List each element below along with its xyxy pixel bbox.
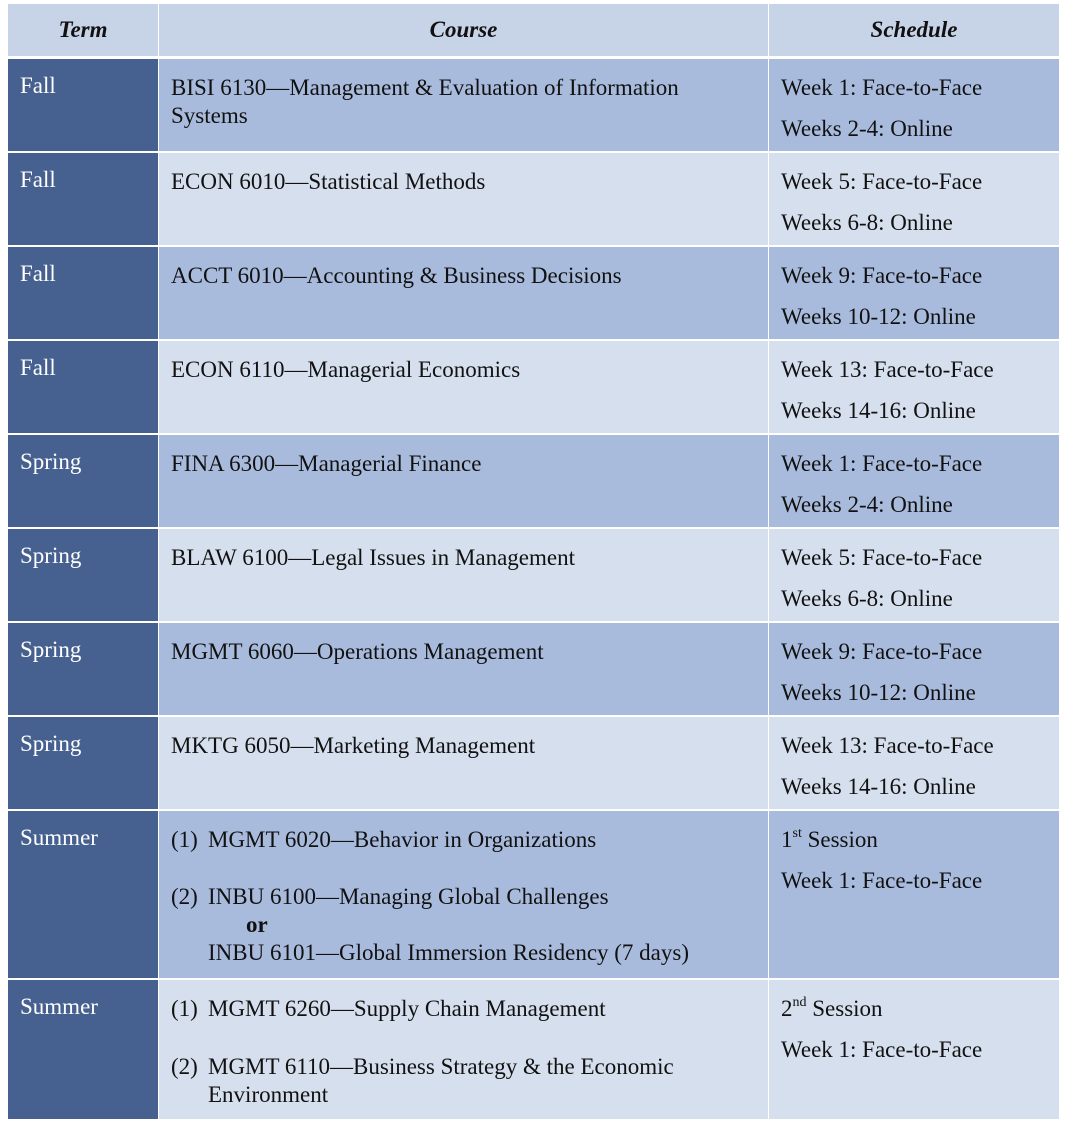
schedule-cell xyxy=(768,978,1059,1119)
schedule-line: Weeks 2-4: Online xyxy=(781,492,953,517)
schedule-line: Weeks 10-12: Online xyxy=(781,680,976,705)
item-number: (2) xyxy=(171,1054,198,1079)
schedule-cell xyxy=(768,339,1059,433)
course-cell xyxy=(158,809,768,978)
course-cell: MKTG 6050—Marketing Management xyxy=(158,715,768,809)
term-cell: Summer xyxy=(8,978,158,1119)
table-row xyxy=(8,621,1059,715)
table-row xyxy=(8,57,1059,151)
schedule-line: Week 5: Face-to-Face xyxy=(781,169,983,194)
schedule-cell xyxy=(768,715,1059,809)
schedule-cell xyxy=(768,527,1059,621)
course-cell: BISI 6130—Management & Evaluation of Information Systems xyxy=(158,57,768,151)
session-label: 2nd Session xyxy=(781,995,883,1021)
schedule-cell xyxy=(768,245,1059,339)
or-label xyxy=(171,911,758,939)
schedule-line: Week 13: Face-to-Face xyxy=(781,357,994,382)
schedule-line: Week 9: Face-to-Face xyxy=(781,639,983,664)
course-cell xyxy=(158,978,768,1119)
course-cell: ECON 6110—Managerial Economics xyxy=(158,339,768,433)
schedule-line: Weeks 14-16: Online xyxy=(781,398,976,423)
course-cell: MGMT 6060—Operations Management xyxy=(158,621,768,715)
schedule-line: Weeks 6-8: Online xyxy=(781,210,953,235)
table-row xyxy=(8,433,1059,527)
term-cell: Fall xyxy=(8,339,158,433)
schedule-line: Week 9: Face-to-Face xyxy=(781,263,983,288)
schedule-line: Week 1: Face-to-Face xyxy=(781,75,983,100)
term-cell: Spring xyxy=(8,621,158,715)
course-item xyxy=(171,1053,758,1109)
table-row xyxy=(8,339,1059,433)
schedule-cell xyxy=(768,57,1059,151)
term-header: Term xyxy=(8,4,158,57)
item-number: (2) xyxy=(171,884,198,909)
course-name: INBU 6101—Global Immersion Residency (7 days) xyxy=(208,940,690,965)
course-name: INBU 6100—Managing Global Challenges xyxy=(208,884,609,909)
table-row-summer-1 xyxy=(8,809,1059,978)
term-cell: Fall xyxy=(8,245,158,339)
course-cell: BLAW 6100—Legal Issues in Management xyxy=(158,527,768,621)
schedule-header: Schedule xyxy=(768,4,1059,57)
term-cell: Fall xyxy=(8,151,158,245)
item-number: (1) xyxy=(171,996,198,1021)
schedule-line: Week 1: Face-to-Face xyxy=(781,451,983,476)
header-row xyxy=(8,4,1059,57)
session-label: 1st Session xyxy=(781,826,878,852)
course-item xyxy=(171,883,758,911)
table-row xyxy=(8,527,1059,621)
course-name: MGMT 6020—Behavior in Organizations xyxy=(208,827,597,852)
term-cell: Summer xyxy=(8,809,158,978)
table-row xyxy=(8,245,1059,339)
or-text: or xyxy=(246,912,268,937)
term-cell: Spring xyxy=(8,715,158,809)
item-number: (1) xyxy=(171,827,198,852)
schedule-line: Weeks 14-16: Online xyxy=(781,774,976,799)
term-cell: Fall xyxy=(8,57,158,151)
table-row xyxy=(8,151,1059,245)
schedule-cell xyxy=(768,809,1059,978)
course-name: MGMT 6260—Supply Chain Management xyxy=(208,996,606,1021)
schedule-line: Weeks 6-8: Online xyxy=(781,586,953,611)
course-item xyxy=(171,826,758,854)
program-schedule-table xyxy=(8,4,1059,1119)
schedule-cell xyxy=(768,151,1059,245)
table-row xyxy=(8,715,1059,809)
course-name: MGMT 6110—Business Strategy & the Economic Environment xyxy=(208,1054,674,1107)
course-cell: ACCT 6010—Accounting & Business Decisions xyxy=(158,245,768,339)
schedule-line: Weeks 2-4: Online xyxy=(781,116,953,141)
course-header: Course xyxy=(158,4,768,57)
course-cell: ECON 6010—Statistical Methods xyxy=(158,151,768,245)
course-cell: FINA 6300—Managerial Finance xyxy=(158,433,768,527)
schedule-line: Weeks 10-12: Online xyxy=(781,304,976,329)
schedule-line: Week 1: Face-to-Face xyxy=(781,868,983,893)
schedule-line: Week 13: Face-to-Face xyxy=(781,733,994,758)
schedule-cell xyxy=(768,621,1059,715)
term-cell: Spring xyxy=(8,433,158,527)
schedule-line: Week 1: Face-to-Face xyxy=(781,1037,983,1062)
course-item xyxy=(171,995,758,1023)
schedule-line: Week 5: Face-to-Face xyxy=(781,545,983,570)
schedule-cell xyxy=(768,433,1059,527)
term-cell: Spring xyxy=(8,527,158,621)
table-row-summer-2 xyxy=(8,978,1059,1119)
